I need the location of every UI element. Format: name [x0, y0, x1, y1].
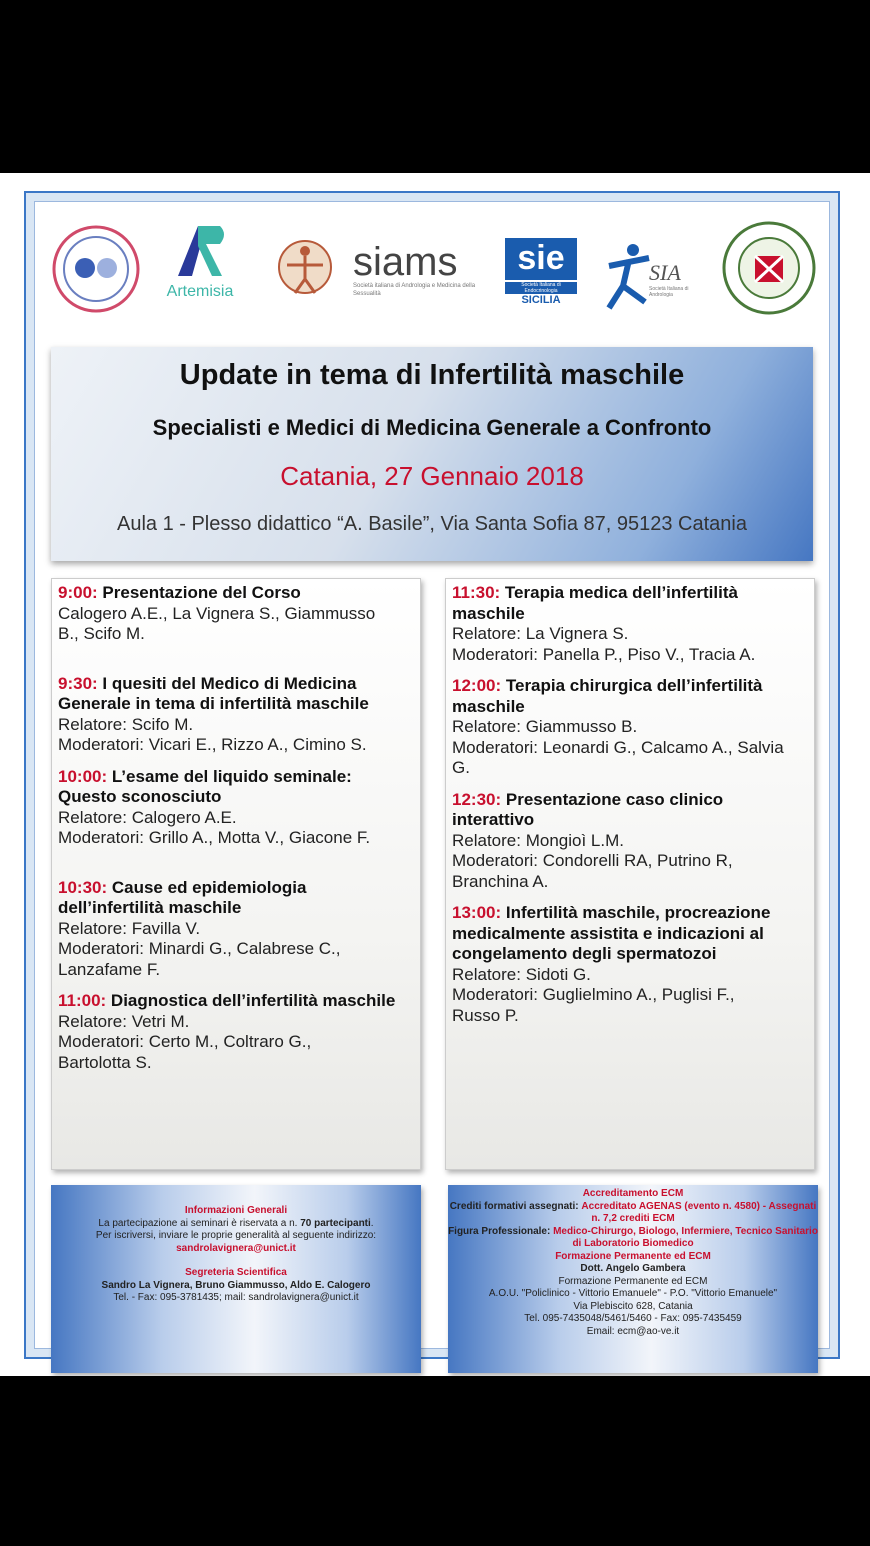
session-line: Relatore: Calogero A.E.	[58, 807, 237, 827]
session-title: I quesiti del Medico di Medicina Generale in tema di infertilità maschile	[58, 673, 369, 713]
info-line: Per iscriversi, inviare le proprie generalità al seguente indirizzo:	[95, 1230, 377, 1241]
session-line: Russo P.	[452, 1005, 519, 1025]
credits-label: Crediti formativi assegnati:	[449, 1200, 579, 1212]
artemisia-logo	[155, 220, 245, 310]
info-text-end: .	[370, 1217, 374, 1229]
session-13-00	[452, 903, 808, 1026]
session-line: Relatore: Sidoti G.	[452, 964, 591, 984]
contact-line: Via Plebiscito 628, Catania	[573, 1300, 693, 1312]
artemisia-icon	[170, 220, 230, 280]
info-participants: 70 partecipanti	[300, 1217, 371, 1229]
session-line: Relatore: Giammusso B.	[452, 717, 638, 736]
session-title: Terapia chirurgica dell’infertilità maschile	[452, 676, 763, 716]
ecm-figura	[448, 1226, 818, 1251]
session-line: Branchina A.	[452, 871, 549, 891]
session-line: Lanzafame F.	[58, 959, 161, 979]
event-subtitle: Specialisti e Medici di Medicina Generale a Confronto	[152, 415, 712, 440]
event-title: Update in tema di Infertilità maschile	[179, 359, 685, 391]
poster-frame	[24, 191, 840, 1359]
sie-region: SICILIA	[521, 294, 561, 306]
contact-name: Dott. Angelo Gambera	[580, 1263, 686, 1274]
info-box-general	[51, 1185, 421, 1373]
logo-row	[35, 202, 829, 327]
session-9-00	[58, 583, 414, 645]
session-title: Presentazione caso clinico interattivo	[452, 789, 724, 829]
figura-label: Figura Professionale:	[448, 1225, 551, 1237]
session-line: Moderatori: Grillo A., Motta V., Giacone F.	[58, 828, 371, 847]
vitruvian-man-icon	[275, 237, 335, 297]
session-10-00	[58, 767, 414, 849]
sie-logo	[505, 238, 577, 318]
session-time: 10:30:	[58, 877, 108, 897]
running-figure-icon	[605, 242, 655, 312]
university-seal-logo	[51, 224, 141, 314]
info-box-ecm	[448, 1185, 818, 1373]
session-line: B., Scifo M.	[58, 624, 145, 643]
session-line: Calogero A.E., La Vignera S., Giammusso	[58, 603, 376, 623]
sia-name: SIA	[649, 260, 681, 285]
secretariat-heading: Segreteria Scientifica	[185, 1267, 287, 1278]
contact-line: A.O.U. "Policlinico - Vittorio Emanuele" - P.O. "Vittorio Emanuele"	[488, 1288, 778, 1299]
session-12-30	[452, 790, 808, 893]
secretariat-contact: Tel. - Fax: 095-3781435; mail: sandrolavignera@unict.it	[113, 1292, 359, 1303]
sie-subtitle: Società Italiana di Endocrinologia	[505, 282, 577, 294]
credits-value: Accreditato AGENAS (evento n. 4580) - Assegnati n. 7,2 crediti ECM	[581, 1200, 817, 1224]
session-title: Terapia medica dell’infertilità maschile	[452, 583, 738, 623]
session-line: G.	[452, 758, 470, 777]
program-column-right	[445, 578, 815, 1170]
ecm-heading: Accreditamento ECM	[582, 1188, 684, 1199]
session-time: 11:00:	[58, 991, 107, 1010]
session-time: 12:30:	[452, 789, 502, 809]
session-time: 13:00:	[452, 903, 502, 922]
sia-subtitle: Società Italiana di Andrologia	[649, 286, 689, 298]
session-time: 10:00:	[58, 766, 108, 786]
contact-email[interactable]: Email: ecm@ao-ve.it	[586, 1325, 680, 1337]
secretariat-names: Sandro La Vignera, Bruno Giammusso, Aldo E. Calogero	[101, 1279, 371, 1291]
session-line: Relatore: La Vignera S.	[452, 624, 629, 643]
session-line: Moderatori: Guglielmino A., Puglisi F.,	[452, 985, 735, 1004]
session-11-00	[58, 991, 414, 1073]
session-time: 9:00:	[58, 583, 98, 602]
session-line: Moderatori: Panella P., Piso V., Tracia A.	[452, 644, 756, 664]
session-title: Presentazione del Corso	[97, 583, 301, 602]
session-line: Moderatori: Minardi G., Calabrese C.,	[58, 939, 341, 958]
session-line: Bartolotta S.	[58, 1052, 152, 1072]
siams-subtitle: Società italiana di Andrologia e Medicina della Sessualità	[353, 283, 476, 297]
program-column-left	[51, 578, 421, 1170]
session-title: Diagnostica dell’infertilità maschile	[106, 991, 396, 1010]
info-line	[51, 1218, 421, 1231]
session-title: Cause ed epidemiologia dell’infertilità maschile	[58, 877, 307, 917]
event-date: Catania, 27 Gennaio 2018	[280, 461, 584, 491]
session-line: Relatore: Mongioì L.M.	[452, 830, 624, 850]
session-10-30	[58, 878, 414, 981]
email-link[interactable]: sandrolavignera@unict.it	[176, 1242, 296, 1254]
figura-value: Medico-Chirurgo, Biologo, Infermiere, Tecnico Sanitario di Laboratorio Biomedico	[553, 1225, 818, 1249]
session-title: Infertilità maschile, procreazione medicalmente assistita e indicazioni al congelamento degli spermatozoi	[452, 903, 771, 963]
session-time: 9:30:	[58, 673, 98, 693]
session-line: Relatore: Vetri M.	[58, 1011, 190, 1031]
session-12-00	[452, 676, 808, 779]
siams-logo	[353, 242, 483, 298]
info-text: La partecipazione ai seminari è riservata a n.	[98, 1217, 298, 1229]
session-line: Relatore: Scifo M.	[58, 714, 194, 734]
contact-line: Tel. 095-7435048/5461/5460 - Fax: 095-7435459	[524, 1313, 742, 1324]
poster-inner	[34, 201, 830, 1349]
session-line: Moderatori: Leonardi G., Calcamo A., Salvia	[452, 737, 784, 757]
session-9-30	[58, 674, 414, 756]
session-line: Moderatori: Certo M., Coltraro G.,	[58, 1032, 312, 1051]
sia-logo	[605, 242, 705, 322]
event-venue: Aula 1 - Plesso didattico “A. Basile”, Via Santa Sofia 87, 95123 Catania	[116, 513, 747, 535]
session-time: 12:00:	[452, 676, 502, 695]
session-line: Moderatori: Vicari E., Rizzo A., Cimino S.	[58, 735, 367, 754]
training-heading: Formazione Permanente ed ECM	[555, 1250, 711, 1262]
title-banner	[51, 347, 813, 561]
poster	[0, 173, 870, 1376]
session-11-30	[452, 583, 808, 665]
ecm-credits	[448, 1201, 818, 1226]
siams-name: siams	[353, 240, 458, 284]
sie-name: sie	[505, 238, 577, 280]
medical-school-seal-logo	[721, 220, 817, 316]
session-title: L’esame del liquido seminale: Questo sconosciuto	[58, 766, 352, 806]
session-line: Relatore: Favilla V.	[58, 918, 201, 938]
info-heading: Informazioni Generali	[184, 1205, 288, 1216]
contact-line: Formazione Permanente ed ECM	[558, 1275, 708, 1287]
artemisia-label: Artemisia	[166, 283, 234, 300]
session-time: 11:30:	[452, 583, 501, 602]
session-line: Moderatori: Condorelli RA, Putrino R,	[452, 851, 733, 870]
